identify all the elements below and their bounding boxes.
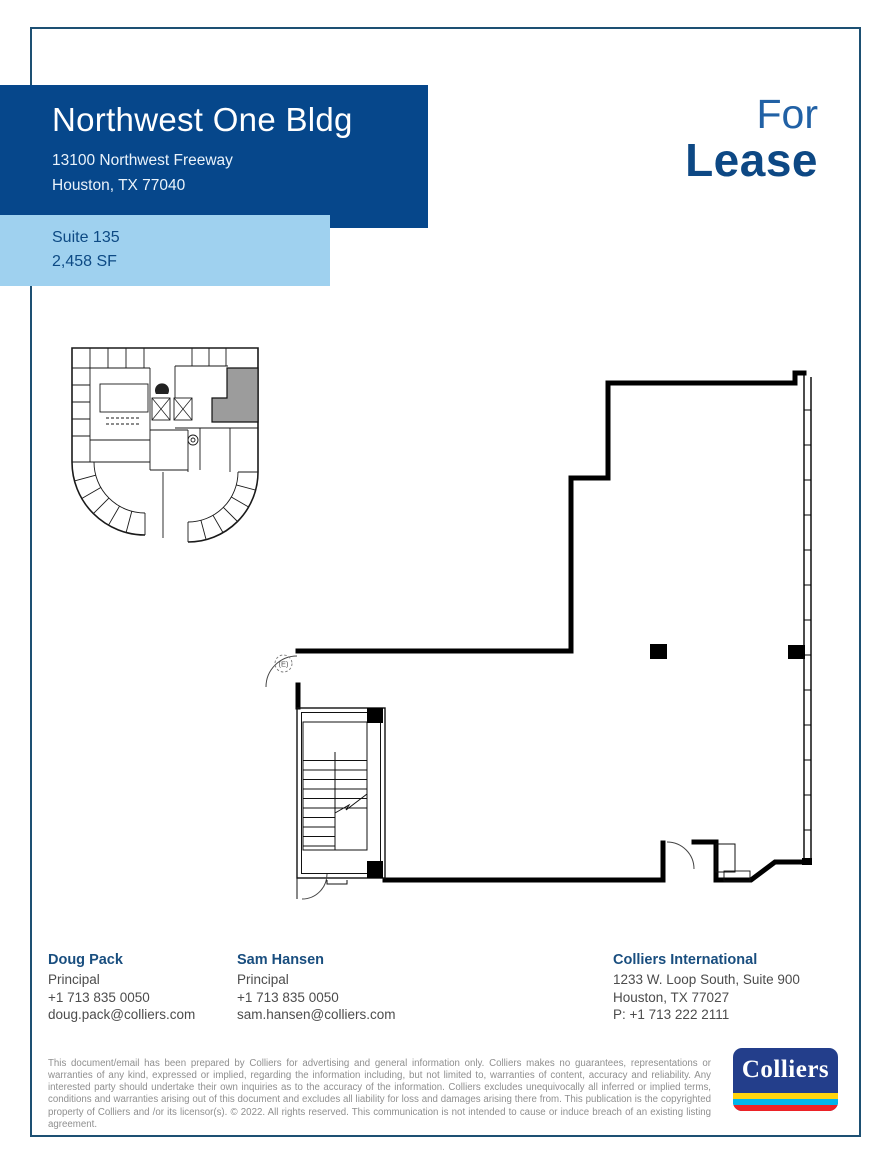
window-wall-end-cap	[802, 858, 812, 865]
wall-bottom-right	[694, 842, 805, 880]
wall-top	[608, 373, 804, 383]
stair-column	[367, 708, 383, 723]
lease-word: Lease	[685, 134, 818, 187]
legal-disclaimer: This document/email has been prepared by Colliers for advertising and general information only. Colliers makes no guarantees, representations or warranties of any kind, expressed or implied, regarding the information including, but not limited to, warranties of content, accuracy and reliability. Any interested party should undertake their own inquiries as to the accuracy of the information. Colliers excludes unequivocally all inferred or implied terms, conditions and warranties arising out of this document and excludes all liability for loss and damages arising there from. This publication is the copyrighted property of Colliers and /or its licensor(s). © 2022. All rights reserved. This communication is not intended to cause or induce breach of an existing listing agreement.	[48, 1057, 711, 1130]
contact-name: Doug Pack	[48, 952, 123, 968]
closet	[716, 844, 750, 881]
logo-stripe-red	[733, 1105, 838, 1111]
office-phone: P: +1 713 222 2111	[613, 1007, 730, 1022]
entry-door-label: (E)	[278, 659, 289, 669]
bottom-door	[667, 842, 694, 869]
building-title: Northwest One Bldg	[52, 101, 353, 138]
contact-email-link[interactable]: sam.hansen@colliers.com	[237, 1007, 396, 1022]
contact-title: Principal	[237, 972, 289, 987]
wall-left-steps	[298, 383, 608, 651]
contact-doug-pack	[48, 952, 195, 1024]
suite-floorplan	[258, 352, 834, 912]
header-band	[0, 85, 428, 228]
for-lease-heading	[685, 92, 818, 185]
suite-number: Suite 135	[52, 229, 120, 246]
stair-column	[367, 861, 383, 878]
suite-area: 2,458 SF	[52, 253, 117, 270]
key-suite-highlight	[212, 368, 258, 422]
colliers-logo-wordmark: Colliers	[741, 1056, 830, 1083]
for-word: For	[756, 91, 818, 137]
suite-band	[0, 215, 330, 286]
stairwell	[297, 708, 385, 878]
contact-email-link[interactable]: doug.pack@colliers.com	[48, 1007, 196, 1022]
contact-name: Sam Hansen	[237, 952, 325, 968]
office-colliers-international	[613, 952, 800, 1024]
column	[650, 644, 667, 659]
column	[788, 645, 805, 659]
entry-door	[266, 655, 297, 687]
window-wall	[804, 373, 811, 861]
key-stair-core	[155, 383, 169, 394]
office-address-line1: 1233 W. Loop South, Suite 900	[613, 972, 800, 987]
office-name: Colliers International	[613, 952, 758, 968]
contact-title: Principal	[48, 972, 100, 987]
contact-sam-hansen	[237, 952, 396, 1024]
office-address-line2: Houston, TX 77027	[613, 989, 730, 1005]
building-address-line2: Houston, TX 77040	[52, 176, 186, 194]
contacts-section	[48, 952, 858, 1032]
contact-phone: +1 713 835 0050	[48, 989, 150, 1005]
contact-phone: +1 713 835 0050	[237, 989, 339, 1005]
key-fan-right-outer	[188, 472, 258, 542]
building-address-line1: 13100 Northwest Freeway	[52, 151, 233, 169]
colliers-logo	[733, 1048, 838, 1111]
key-floorplan	[62, 342, 272, 554]
